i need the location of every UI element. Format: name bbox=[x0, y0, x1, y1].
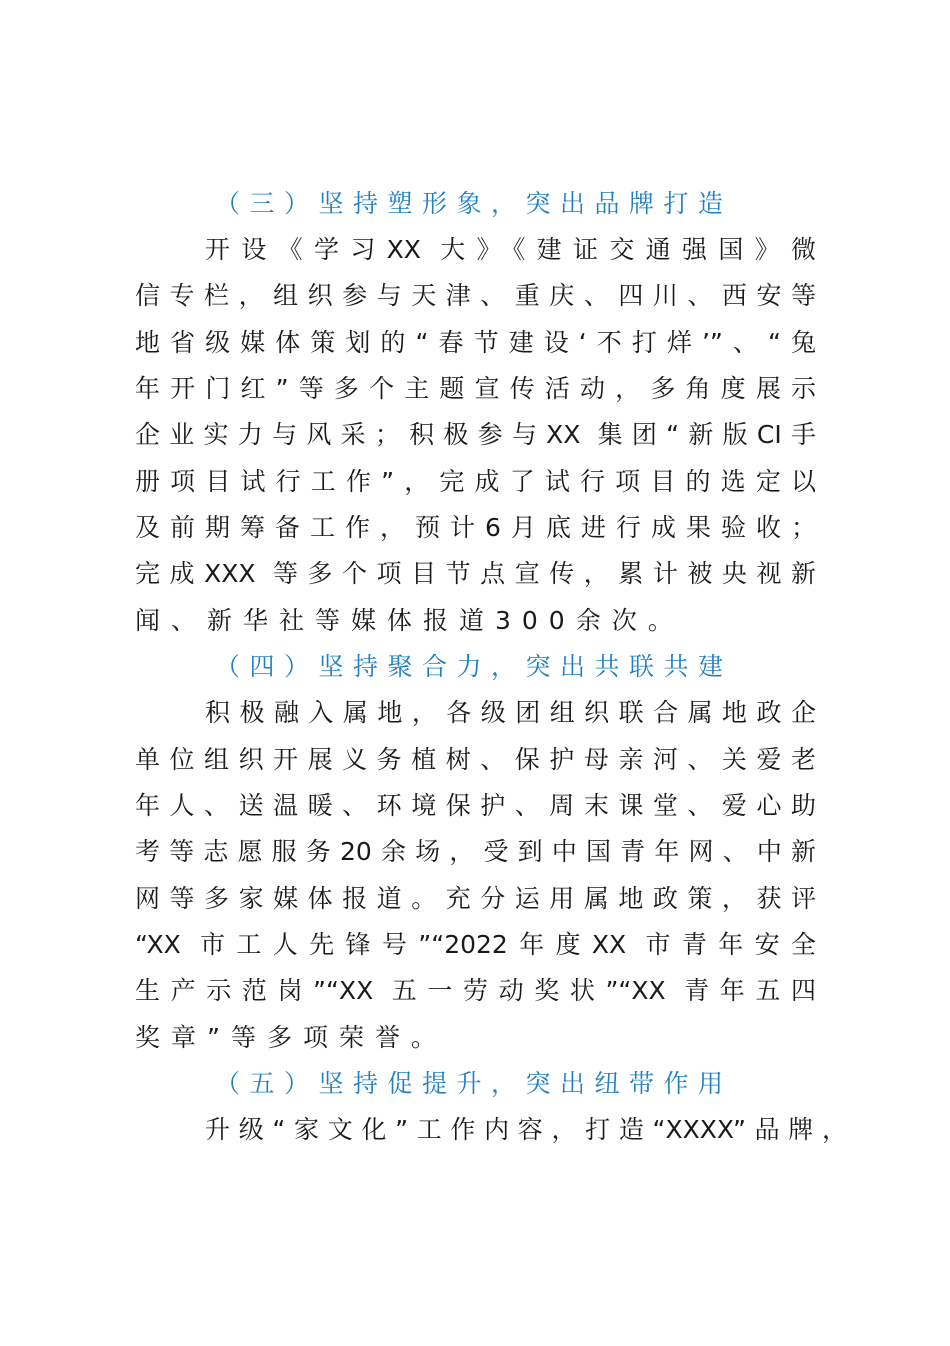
paragraph-line: 年开门红”等多个主题宣传活动，多角度展示 bbox=[135, 374, 816, 403]
paragraph-line: 企业实力与风采；积极参与XX 集团“新版CI手 bbox=[135, 420, 816, 449]
paragraph-line: 年人、送温暖、环境保护、周末课堂、爱心助 bbox=[135, 791, 816, 820]
paragraph-line: 闻、新华社等媒体报道300余次。 bbox=[135, 606, 684, 635]
paragraph-line: 积极融入属地，各级团组织联合属地政企 bbox=[205, 698, 816, 727]
paragraph-line: 考等志愿服务20余场，受到中国青年网、中新 bbox=[135, 837, 816, 866]
paragraph-line: 单位组织开展义务植树、保护母亲河、关爱老 bbox=[135, 745, 816, 774]
section-heading-3: （三）坚持塑形象，突出品牌打造 bbox=[215, 189, 733, 218]
paragraph-line: 开设《学习XX 大》《建证交通强国》微 bbox=[205, 235, 816, 264]
paragraph-line: 地省级媒体策划的“春节建设‘不打烊’”、“兔 bbox=[135, 328, 816, 357]
paragraph-line: 及前期筹备工作，预计6月底进行成果验收； bbox=[135, 513, 816, 542]
paragraph-line: “XX 市工人先锋号”“2022年度XX 市青年安全 bbox=[135, 930, 816, 959]
paragraph-line: 册项目试行工作”，完成了试行项目的选定以 bbox=[135, 467, 816, 496]
paragraph-line: 完成XXX 等多个项目节点宣传，累计被央视新 bbox=[135, 559, 816, 588]
section-heading-5: （五）坚持促提升，突出纽带作用 bbox=[215, 1069, 733, 1098]
section-heading-4: （四）坚持聚合力，突出共联共建 bbox=[215, 652, 733, 681]
paragraph-line: 奖章”等多项荣誉。 bbox=[135, 1023, 447, 1052]
paragraph-line: 生产示范岗”“XX 五一劳动奖状”“XX 青年五四 bbox=[135, 976, 816, 1005]
paragraph-line: 信专栏，组织参与天津、重庆、四川、西安等 bbox=[135, 281, 816, 310]
paragraph-line: 网等多家媒体报道。充分运用属地政策，获评 bbox=[135, 884, 816, 913]
paragraph-line: 升级“家文化”工作内容，打造“XXXX”品牌， bbox=[205, 1115, 847, 1144]
